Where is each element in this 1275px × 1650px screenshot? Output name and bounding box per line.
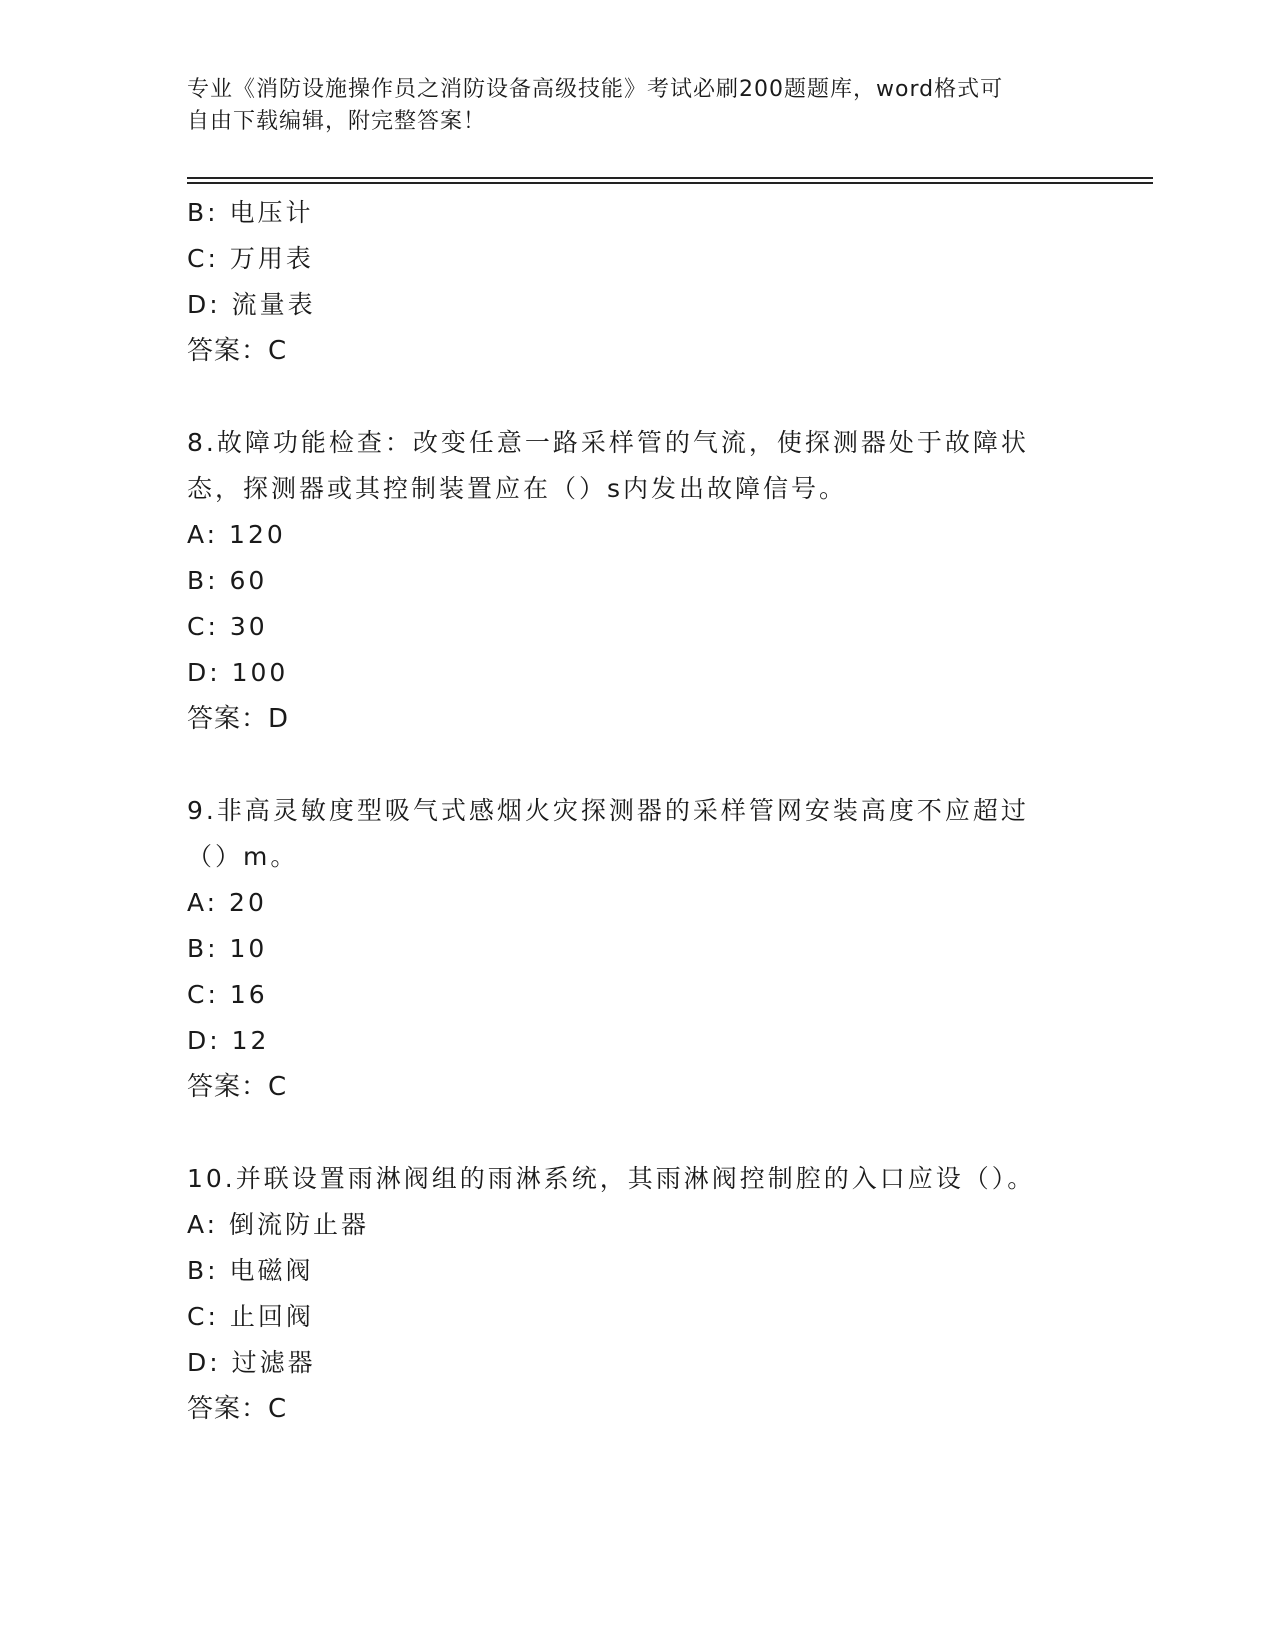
- answer: 答案：D: [187, 704, 290, 734]
- option-b: B: 电磁阀: [187, 1256, 314, 1285]
- question-text-line-2: （）m。: [187, 842, 299, 871]
- header-divider-bottom: [187, 182, 1153, 184]
- header-line-2: 自由下载编辑，附完整答案！: [187, 109, 487, 134]
- option-a: A: 20: [187, 888, 267, 917]
- prev-question: [187, 190, 1087, 374]
- option-d: D: 12: [187, 1026, 270, 1055]
- spacer: [187, 1110, 1087, 1156]
- option-c: C: 30: [187, 612, 268, 641]
- answer: 答案：C: [187, 1072, 288, 1102]
- option-d: D: 流量表: [187, 290, 316, 319]
- question-text-line-2: 态，探测器或其控制装置应在（）s内发出故障信号。: [187, 474, 848, 503]
- option-b: B: 10: [187, 934, 268, 963]
- question-text-line-1: 9.非高灵敏度型吸气式感烟火灾探测器的采样管网安装高度不应超过: [187, 796, 1029, 825]
- question-10: [187, 1156, 1087, 1432]
- option-a: A: 120: [187, 520, 286, 549]
- option-d: D: 过滤器: [187, 1348, 316, 1377]
- document-header: [187, 74, 1067, 138]
- question-list: [187, 190, 1087, 1432]
- header-divider-top: [187, 177, 1153, 179]
- question-text-line-1: 8.故障功能检查：改变任意一路采样管的气流，使探测器处于故障状: [187, 428, 1029, 457]
- question-8: [187, 420, 1087, 742]
- answer: 答案：C: [187, 336, 288, 366]
- option-b: B: 60: [187, 566, 268, 595]
- question-text-line-1: 10.并联设置雨淋阀组的雨淋系统，其雨淋阀控制腔的入口应设（）。: [187, 1164, 1036, 1193]
- header-line-1: 专业《消防设施操作员之消防设备高级技能》考试必刷200题题库，word格式可: [187, 77, 1004, 102]
- spacer: [187, 374, 1087, 420]
- question-9: [187, 788, 1087, 1110]
- option-c: C: 万用表: [187, 244, 314, 273]
- option-a: A: 倒流防止器: [187, 1210, 370, 1239]
- option-d: D: 100: [187, 658, 289, 687]
- option-b: B: 电压计: [187, 198, 314, 227]
- option-c: C: 16: [187, 980, 268, 1009]
- answer: 答案：C: [187, 1394, 288, 1424]
- option-c: C: 止回阀: [187, 1302, 314, 1331]
- spacer: [187, 742, 1087, 788]
